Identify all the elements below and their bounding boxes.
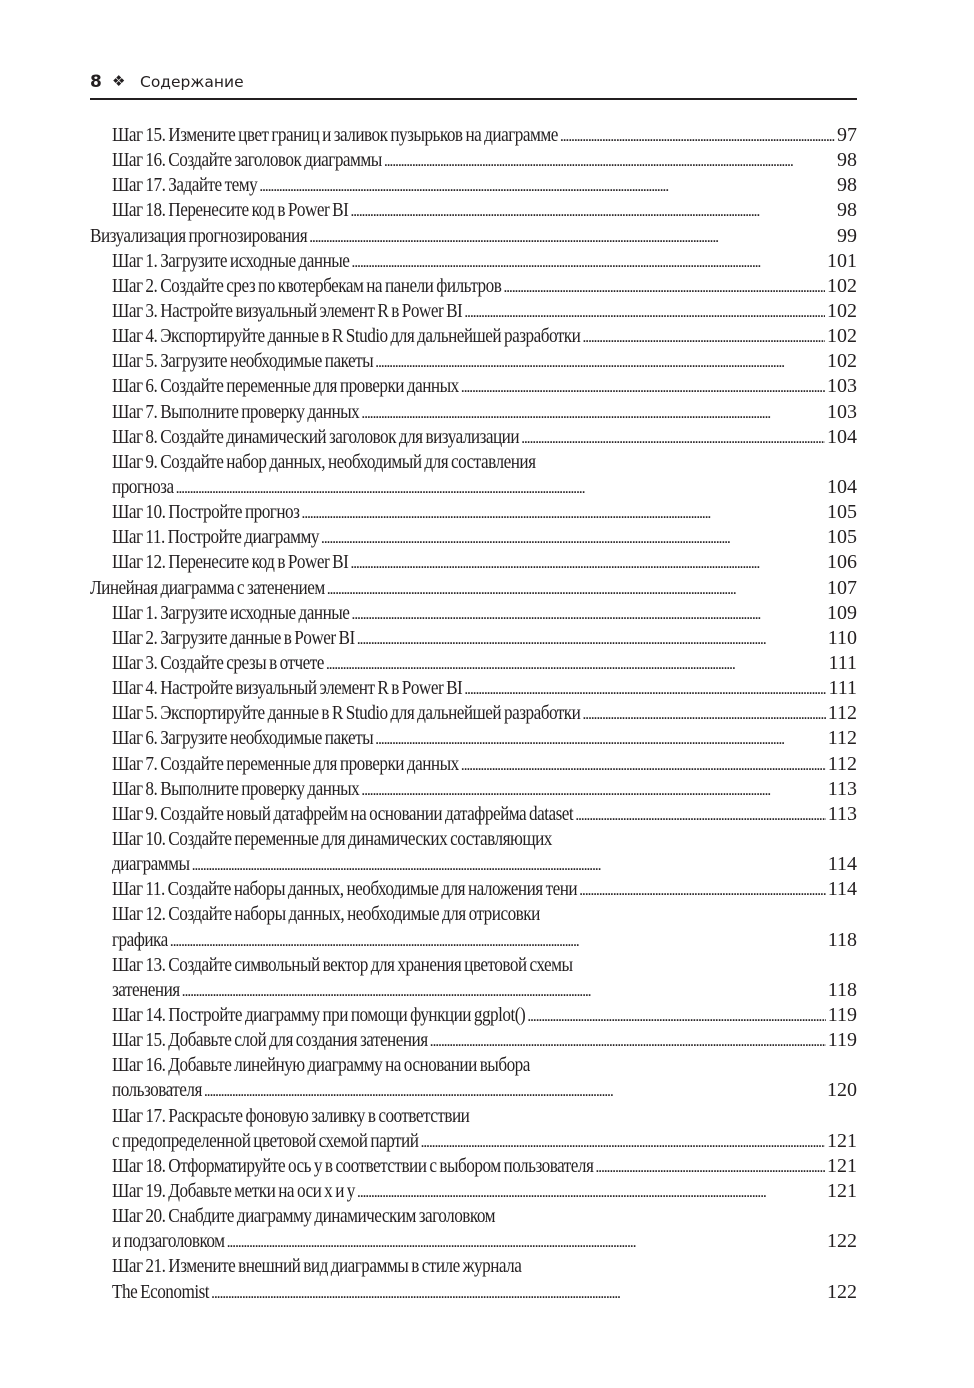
toc-line [112, 450, 857, 475]
toc-line [112, 349, 857, 374]
toc-entry-title: Шаг 15. Измените цвет границ и заливок пузырьков на диаграмме [112, 124, 558, 146]
toc-entry-title: Шаг 8. Создайте динамический заголовок для визуализации [112, 425, 520, 448]
toc-page-number: 113 [827, 777, 857, 800]
toc-entry-title: Шаг 17. Задайте тему [112, 174, 258, 197]
toc-step[interactable] [90, 148, 857, 173]
toc-step[interactable] [90, 525, 857, 550]
toc-entry-title: Шаг 8. Выполните проверку данных [112, 777, 360, 800]
toc-page-number: 98 [837, 174, 857, 197]
toc-entry-title: Шаг 4. Настройте визуальный элемент R в Power BI [112, 677, 463, 700]
dot-leader [464, 676, 826, 702]
toc-step[interactable] [90, 877, 857, 902]
dot-leader [430, 1028, 826, 1054]
toc-line [112, 1129, 857, 1154]
toc-page-number: 114 [827, 878, 857, 901]
toc-entry-title: прогноза [112, 475, 174, 498]
dot-leader [351, 249, 825, 275]
dot-leader [211, 1280, 825, 1306]
toc-step[interactable] [90, 249, 857, 274]
toc-step[interactable] [90, 374, 857, 399]
dot-leader [350, 198, 835, 224]
toc-page-number: 110 [827, 626, 857, 649]
toc-line [112, 1204, 857, 1229]
toc-line [112, 299, 857, 324]
toc-line [112, 802, 857, 827]
toc-line [112, 777, 857, 802]
toc-entry-title: графика [112, 928, 168, 951]
toc-page-number: 119 [827, 1029, 857, 1052]
toc-entry-title: Шаг 16. Добавьте линейную диаграмму на основании выбора [112, 1054, 530, 1077]
toc-step[interactable] [90, 777, 857, 802]
toc-page-number: 103 [827, 375, 857, 398]
toc-page-number: 103 [827, 400, 857, 423]
toc-line [112, 173, 857, 198]
toc-step[interactable] [90, 1028, 857, 1053]
dot-leader [170, 928, 826, 954]
toc-entry-title: с предопределенной цветовой схемой партий [112, 1129, 419, 1152]
toc-entry-title: Шаг 17. Раскрасьте фоновую заливку в соответствии [112, 1104, 470, 1127]
toc-entry-title: Шаг 1. Загрузите исходные данные [112, 249, 350, 272]
toc-line [90, 576, 857, 601]
toc-step[interactable] [90, 1003, 857, 1028]
dot-leader [309, 224, 835, 250]
toc-line [112, 1104, 857, 1129]
toc-line [112, 425, 857, 450]
toc-step[interactable] [90, 676, 857, 701]
toc-entry-title: Шаг 10. Создайте переменные для динамических составляющих [112, 827, 552, 850]
toc-page-number: 112 [827, 727, 857, 750]
toc-step[interactable] [90, 601, 857, 626]
toc-line [112, 525, 857, 550]
toc-step[interactable] [90, 550, 857, 575]
toc-step[interactable] [90, 701, 857, 726]
toc-line [112, 626, 857, 651]
toc-entry-title: Шаг 6. Загрузите необходимые пакеты [112, 727, 374, 750]
toc-entry-title: Шаг 18. Отформатируйте ось y в соответствии с выбором пользователя [112, 1154, 594, 1177]
dot-leader [461, 374, 825, 400]
toc-step[interactable] [90, 626, 857, 651]
toc-line [112, 148, 857, 173]
page-number: 8 [90, 72, 102, 92]
toc-page-number: 113 [827, 802, 857, 825]
toc-page-number: 102 [827, 350, 857, 373]
dot-leader [192, 852, 826, 878]
toc-step[interactable] [90, 752, 857, 777]
toc-line [112, 475, 857, 500]
toc-page-number: 105 [827, 501, 857, 524]
toc-line [112, 1254, 857, 1279]
toc-line [112, 928, 857, 953]
dot-leader [375, 726, 826, 752]
toc-line [112, 953, 857, 978]
toc-entry-title: затенения [112, 978, 180, 1001]
dot-leader [420, 1129, 825, 1155]
toc-entry-title: Шаг 12. Создайте наборы данных, необходимые для отрисовки [112, 903, 540, 926]
toc-line [112, 651, 857, 676]
toc-step[interactable] [90, 450, 857, 500]
toc-step[interactable] [90, 400, 857, 425]
toc-line [112, 701, 857, 726]
dot-leader [582, 324, 825, 350]
toc-line [112, 978, 857, 1003]
toc-line [112, 249, 857, 274]
toc-line [112, 676, 857, 701]
toc-entry-title: пользователя [112, 1079, 202, 1102]
toc-page-number: 102 [827, 274, 857, 297]
toc-line [112, 1179, 857, 1204]
toc-line [112, 852, 857, 877]
toc-entry-title: Шаг 15. Добавьте слой для создания затенения [112, 1029, 428, 1052]
dot-leader [301, 500, 825, 526]
toc-entry-title: Шаг 9. Создайте набор данных, необходимый для составления [112, 450, 536, 473]
toc-step[interactable] [90, 1254, 857, 1304]
toc-entry-title: Шаг 9. Создайте новый датафрейм на основании датафрейма dataset [112, 802, 574, 825]
toc-page-number: 109 [827, 601, 857, 624]
dot-leader [357, 1179, 825, 1205]
toc-page-number: 111 [828, 651, 857, 674]
toc-step[interactable] [90, 173, 857, 198]
dot-leader [351, 601, 825, 627]
toc-line [112, 1154, 857, 1179]
toc-entry-title: диаграммы [112, 853, 190, 876]
toc-line [112, 752, 857, 777]
dot-leader [326, 651, 827, 677]
dot-leader [575, 802, 826, 828]
toc-entry-title: The Economist [112, 1280, 210, 1303]
dot-leader [582, 701, 825, 727]
toc-step[interactable] [90, 726, 857, 751]
toc-step[interactable] [90, 324, 857, 349]
toc-entry-title: Шаг 5. Экспортируйте данные в R Studio для дальнейшей разработки [112, 702, 581, 725]
toc-line [112, 1028, 857, 1053]
running-title: Содержание [140, 73, 244, 91]
toc-step[interactable] [90, 802, 857, 827]
toc-page-number: 122 [827, 1230, 857, 1253]
toc-entry-title: Шаг 2. Создайте срез по квотербекам на панели фильтров [112, 274, 502, 297]
toc-line [112, 198, 857, 223]
toc-entry-title: Шаг 2. Загрузите данные в Power BI [112, 626, 355, 649]
toc-page-number: 101 [827, 249, 857, 272]
dot-leader [579, 877, 826, 903]
dot-leader [384, 148, 835, 174]
toc-page-number: 112 [827, 702, 857, 725]
toc-step[interactable] [90, 1204, 857, 1254]
toc-step[interactable] [90, 500, 857, 525]
toc-line [112, 324, 857, 349]
toc-step[interactable] [90, 827, 857, 877]
toc-page-number: 102 [827, 325, 857, 348]
toc-entry-title: Шаг 4. Экспортируйте данные в R Studio для дальнейшей разработки [112, 325, 581, 348]
toc-page-number: 99 [837, 224, 857, 247]
dot-leader [464, 299, 825, 325]
dot-leader [461, 752, 826, 778]
toc-entry-title: Шаг 11. Создайте наборы данных, необходимые для наложения тени [112, 878, 578, 901]
toc-section[interactable] [90, 576, 857, 601]
toc-line [112, 902, 857, 927]
toc-line [112, 274, 857, 299]
toc-step[interactable] [90, 1104, 857, 1154]
dot-leader [259, 173, 835, 199]
toc-page-number: 112 [827, 752, 857, 775]
toc-entry-title: Шаг 6. Создайте переменные для проверки данных [112, 375, 459, 398]
ornament-icon: ❖ [112, 72, 126, 90]
toc-step[interactable] [90, 1154, 857, 1179]
toc-entry-title: Шаг 16. Создайте заголовок диаграммы [112, 149, 382, 172]
toc-entry-title: Шаг 21. Измените внешний вид диаграммы в стиле журнала [112, 1255, 522, 1278]
dot-leader [361, 400, 825, 426]
toc-entry-title: Шаг 10. Постройте прогноз [112, 501, 300, 524]
toc-page-number: 120 [827, 1079, 857, 1102]
toc-entry-title: Шаг 13. Создайте символьный вектор для хранения цветовой схемы [112, 953, 573, 976]
toc-page-number: 104 [827, 425, 857, 448]
toc-page-number: 118 [827, 928, 857, 951]
toc-page-number: 106 [827, 551, 857, 574]
toc-step[interactable] [90, 299, 857, 324]
dot-leader [521, 425, 825, 451]
toc-line [112, 877, 857, 902]
toc-page-number: 98 [837, 149, 857, 172]
toc-page-number: 97 [837, 124, 857, 146]
toc-step[interactable] [90, 425, 857, 450]
dot-leader [560, 123, 835, 149]
toc-line [112, 123, 857, 148]
toc-page-number: 105 [827, 526, 857, 549]
toc-page-number: 114 [827, 853, 857, 876]
toc-step[interactable] [90, 902, 857, 952]
toc-page-number: 107 [827, 576, 857, 599]
toc-step[interactable] [90, 123, 857, 148]
toc-entry-title: Шаг 7. Создайте переменные для проверки данных [112, 752, 459, 775]
toc-page-number: 122 [827, 1280, 857, 1303]
dot-leader [361, 777, 825, 803]
toc-entry-title: Шаг 14. Постройте диаграмму при помощи функции ggplot() [112, 1003, 526, 1026]
toc-line [112, 1003, 857, 1028]
toc-page-number: 121 [827, 1129, 857, 1152]
toc-step[interactable] [90, 953, 857, 1003]
toc-step[interactable] [90, 349, 857, 374]
toc-entry-title: Шаг 18. Перенесите код в Power BI [112, 199, 349, 222]
toc-entry-title: Шаг 1. Загрузите исходные данные [112, 601, 350, 624]
toc-entry-title: Визуализация прогнозирования [90, 224, 308, 247]
dot-leader [375, 349, 825, 375]
toc-line [112, 500, 857, 525]
toc-line [112, 726, 857, 751]
toc-page-number: 118 [827, 978, 857, 1001]
dot-leader [321, 525, 825, 551]
toc-page-number: 121 [827, 1180, 857, 1202]
dot-leader [527, 1003, 826, 1029]
toc-entry-title: Шаг 3. Создайте срезы в отчете [112, 651, 324, 674]
toc-line [112, 1229, 857, 1254]
toc-step[interactable] [90, 198, 857, 223]
toc-line [112, 400, 857, 425]
toc-line [112, 1053, 857, 1078]
toc-section[interactable] [90, 224, 857, 249]
dot-leader [503, 274, 825, 300]
toc-entry-title: Шаг 19. Добавьте метки на оси x и y [112, 1180, 355, 1202]
dot-leader [176, 475, 825, 501]
toc-entry-title: и подзаголовком [112, 1230, 225, 1253]
toc-step[interactable] [90, 274, 857, 299]
toc-line [90, 224, 857, 249]
toc-step[interactable] [90, 1053, 857, 1103]
dot-leader [204, 1078, 825, 1104]
toc-line [112, 1280, 857, 1305]
toc-page-number: 121 [827, 1154, 857, 1177]
toc-entry-title: Шаг 3. Настройте визуальный элемент R в Power BI [112, 299, 463, 322]
toc-line [112, 1078, 857, 1103]
toc-page-number: 111 [828, 677, 857, 700]
toc-line [112, 827, 857, 852]
toc-step[interactable] [90, 1179, 857, 1204]
toc-entry-title: Линейная диаграмма с затенением [90, 576, 325, 599]
toc-entry-title: Шаг 20. Снабдите диаграмму динамическим заголовком [112, 1205, 495, 1228]
dot-leader [227, 1229, 825, 1255]
toc-line [112, 550, 857, 575]
toc-entry-title: Шаг 12. Перенесите код в Power BI [112, 551, 349, 574]
toc-page-number: 102 [827, 299, 857, 322]
dot-leader [182, 978, 826, 1004]
table-of-contents [90, 123, 857, 1305]
toc-page-number: 98 [837, 199, 857, 222]
toc-entry-title: Шаг 11. Постройте диаграмму [112, 526, 319, 549]
toc-step[interactable] [90, 651, 857, 676]
toc-entry-title: Шаг 7. Выполните проверку данных [112, 400, 360, 423]
dot-leader [357, 626, 826, 652]
dot-leader [327, 576, 825, 602]
toc-entry-title: Шаг 5. Загрузите необходимые пакеты [112, 350, 374, 373]
toc-line [112, 374, 857, 399]
toc-page-number: 119 [827, 1003, 857, 1026]
dot-leader [350, 550, 825, 576]
toc-page-number: 104 [827, 475, 857, 498]
dot-leader [595, 1154, 825, 1180]
toc-line [112, 601, 857, 626]
running-header [90, 70, 857, 100]
